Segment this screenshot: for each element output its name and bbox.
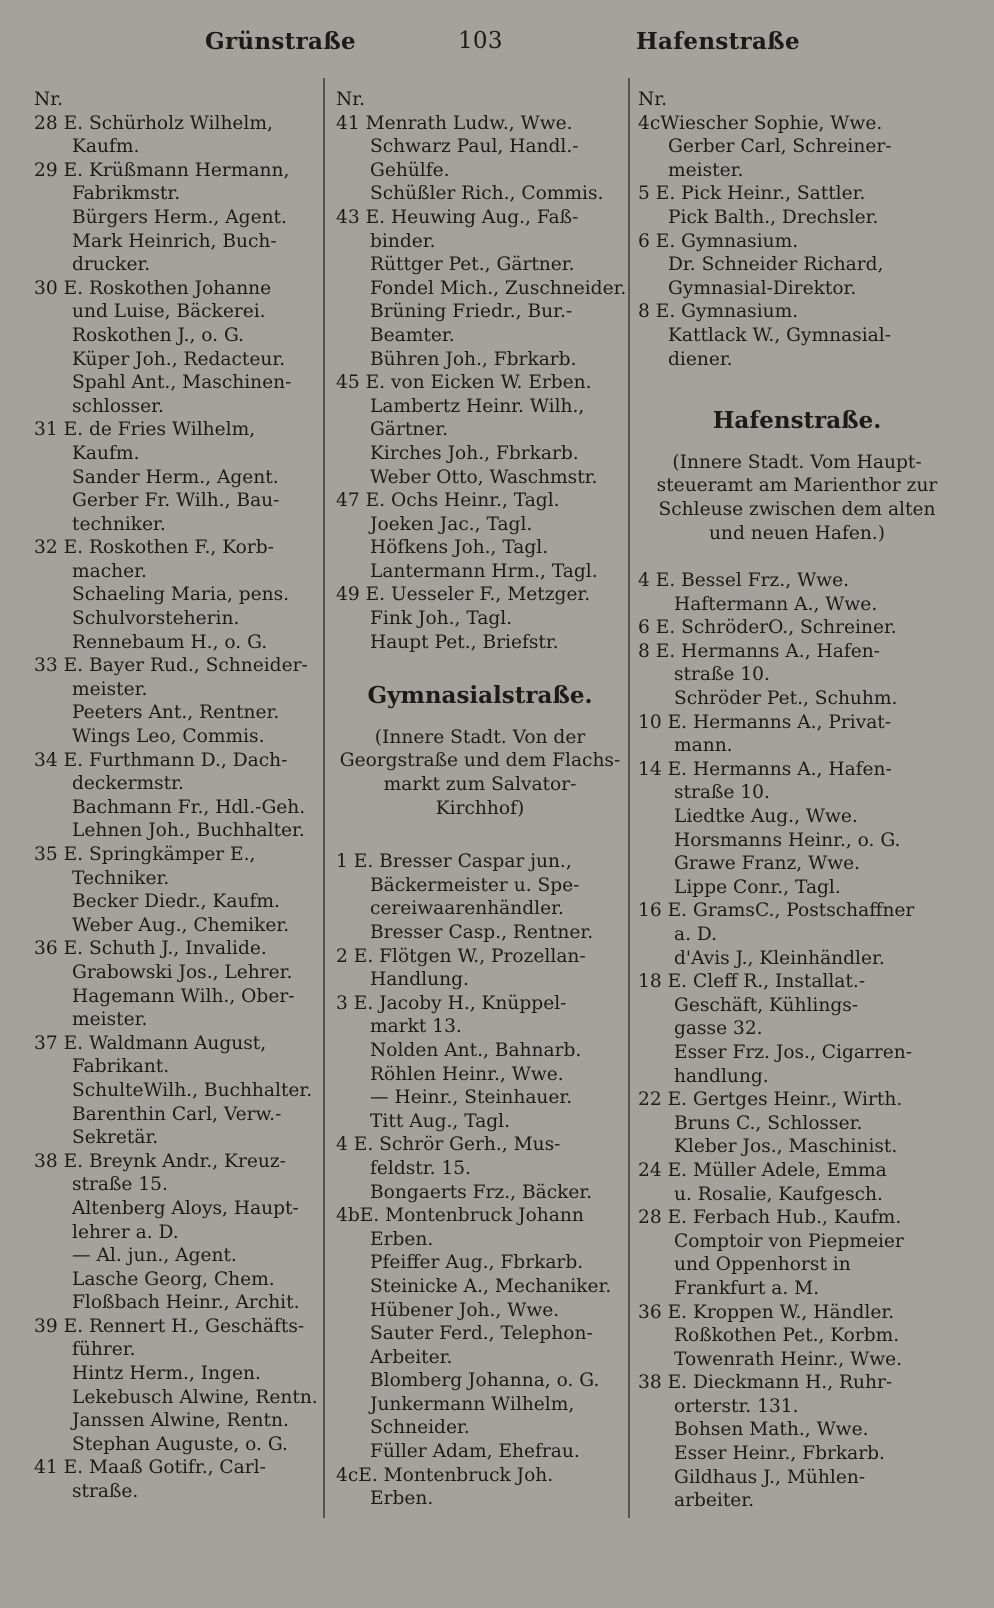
entry-line: Küper Joh., Redacteur. [72,348,286,370]
entry-line: Pfeiffer Aug., Fbrkarb. [370,1252,584,1274]
column-2-entries-top [336,88,627,654]
entry-line: Techniker. [72,867,170,889]
entry-line: Gildhaus J., Mühlen- [674,1466,866,1488]
entry-line: Fink Joh., Tagl. [370,608,513,630]
entry-line: Schröder Pet., Schuhm. [674,688,898,710]
entry-line: mann. [674,735,733,757]
entry-line: Kattlack W., Gymnasial- [668,324,891,346]
entry-line: 3 E. Jacoby H., Knüppel- [336,992,567,1014]
entry-line: Kirches Joh., Fbrkarb. [370,442,579,464]
entry-line: 8 E. Hermanns A., Hafen- [638,640,880,662]
entry-line: 49 E. Uesseler F., Metzger. [336,584,591,606]
entry-line: binder. [370,230,436,252]
section-description-hafenstrasse [638,451,956,545]
entry-line: Hagemann Wilh., Ober- [72,985,295,1007]
entry-line: führer. [72,1339,136,1361]
entry-line: 37 E. Waldmann August, [34,1032,267,1054]
entry-line: 2 E. Flötgen W., Prozellan- [336,945,586,967]
entry-line: Nr. [336,89,366,110]
entry-line: 5 E. Pick Heinr., Sattler. [638,183,866,205]
entry-line: Hintz Herm., Ingen. [72,1363,261,1385]
entry-line: 4bE. Montenbruck Johann [336,1205,584,1227]
entry-line: Handlung. [370,969,469,991]
entry-line: Roskothen J., o. G. [72,324,245,346]
entry-line: Fabrikmstr. [72,183,181,205]
entry-line: Lambertz Heinr. Wilh., [370,395,585,417]
entry-line: Lehnen Joh., Buchhalter. [72,820,305,842]
entry-line: 6 E. Gymnasium. [638,230,799,252]
entry-line: 47 E. Ochs Heinr., Tagl. [336,490,560,512]
entry-line: 18 E. Cleff R., Installat.- [638,971,866,993]
entry-line: Lantermann Hrm., Tagl. [370,560,598,582]
column-3-entries-top [638,88,956,371]
entry-line: Schneider. [370,1417,470,1439]
entry-line: Peeters Ant., Rentner. [72,702,280,724]
entry-line: Grawe Franz, Wwe. [674,853,861,875]
entry-line: Bresser Casp., Rentner. [370,922,594,943]
entry-line: Weber Aug., Chemiker. [72,914,290,936]
entry-line: Bruns C., Schlosser. [674,1112,863,1134]
entry-line: Frankfurt a. M. [674,1277,820,1299]
entry-line: Weber Otto, Waschmstr. [370,466,598,488]
entry-line: 4 E. Bessel Frz., Wwe. [638,570,850,592]
entry-line: — Al. jun., Agent. [72,1245,237,1267]
entry-line: 1 E. Bresser Caspar jun., [336,851,572,873]
entry-line: techniker. [72,513,166,535]
entry-line: SchulteWilh., Buchhalter. [72,1079,313,1101]
entry-line: Kaufm. [72,442,140,464]
entry-line: Fondel Mich., Zuschneider. [370,277,627,299]
entry-line: — Heinr., Steinhauer. [370,1087,573,1109]
entry-line: 41 E. Maaß Gotifr., Carl- [34,1457,266,1479]
entry-line: 24 E. Müller Adele, Emma [638,1159,887,1181]
entry-line: 29 E. Krüßmann Hermann, [34,159,290,181]
section-description-line: Georgstraße und dem Flachs- [339,750,621,772]
entry-line: Bohsen Math., Wwe. [674,1419,869,1441]
entry-line: Lekebusch Alwine, Rentn. [72,1386,318,1408]
entry-line: Comptoir von Piepmeier [674,1230,904,1252]
entry-line: straße 15. [72,1174,168,1196]
entry-line: 6 E. SchröderO., Schreiner. [638,617,897,639]
entry-line: lehrer a. D. [72,1221,179,1243]
entry-line: 8 E. Gymnasium. [638,301,799,323]
entry-line: 32 E. Roskothen F., Korb- [34,537,274,559]
entry-line: Sauter Ferd., Telephon- [370,1323,593,1345]
entry-line: Spahl Ant., Maschinen- [72,372,292,394]
entry-line: Kleber Jos., Maschinist. [674,1136,898,1158]
entry-line: meister. [668,159,744,181]
entry-line: Lasche Georg, Chem. [72,1268,275,1290]
entry-line: markt 13. [370,1016,462,1038]
section-description-line: (Innere Stadt. Vom Haupt- [672,451,922,473]
entry-line: Floßbach Heinr., Archit. [72,1292,300,1314]
entry-line: Schaeling Maria, pens. [72,584,290,606]
entry-line: 4cE. Montenbruck Joh. [336,1464,554,1486]
column-3-entries-bottom [638,569,956,1513]
entry-line: 16 E. GramsC., Postschaffner [638,900,915,922]
entry-line: 22 E. Gertges Heinr., Wirth. [638,1089,903,1111]
entry-line: Fabrikant. [72,1056,170,1078]
entry-line: Titt Aug., Tagl. [370,1110,511,1132]
entry-line: Höfkens Joh., Tagl. [370,537,549,559]
entry-line: Geschäft, Kühlings- [674,994,859,1016]
entry-line: Esser Frz. Jos., Cigarren- [674,1041,912,1063]
column-1 [34,88,319,1504]
entry-line: Lippe Conr., Tagl. [674,876,841,898]
entry-line: d'Avis J., Kleinhändler. [674,947,885,969]
entry-line: Towenrath Heinr., Wwe. [674,1348,903,1370]
entry-line: 36 E. Kroppen W., Händler. [638,1301,895,1323]
section-description-line: und neuen Hafen.) [709,522,885,544]
entry-line: drucker. [72,254,151,276]
entry-line: 30 E. Roskothen Johanne [34,277,272,299]
entry-line: Liedtke Aug., Wwe. [674,806,858,828]
entry-line: straße. [72,1481,139,1503]
entry-line: 31 E. de Fries Wilhelm, [34,419,256,441]
entry-line: schlosser. [72,395,164,417]
entry-line: 43 E. Heuwing Aug., Faß- [336,206,579,228]
entry-line: Sander Herm., Agent. [72,466,279,488]
entry-line: 4 E. Schrör Gerh., Mus- [336,1134,561,1156]
entry-line: Bürgers Herm., Agent. [72,206,287,228]
entry-line: diener. [668,348,733,370]
entry-line: 35 E. Springkämper E., [34,844,256,865]
entry-line: Arbeiter. [370,1346,453,1368]
entry-line: Esser Heinr., Fbrkarb. [674,1443,885,1465]
entry-line: Erben. [370,1488,434,1510]
entry-line: Janssen Alwine, Rentn. [72,1410,289,1432]
entry-line: straße 10. [674,664,770,686]
entry-line: u. Rosalie, Kaufgesch. [674,1183,883,1205]
entry-line: Sekretär. [72,1127,159,1149]
entry-line: Blomberg Johanna, o. G. [370,1370,600,1392]
entry-line: Bachmann Fr., Hdl.-Geh. [72,796,306,818]
column-2-entries-bottom [336,850,624,1511]
entry-line: Grabowski Jos., Lehrer. [72,961,293,983]
entry-line: Nr. [34,89,64,110]
entry-line: 28 E. Ferbach Hub., Kaufm. [638,1207,902,1229]
entry-line: meister. [72,678,148,700]
section-title-hafenstrasse: Hafenstraße. [712,407,882,435]
entry-line: Rüttger Pet., Gärtner. [370,254,575,276]
entry-line: 34 E. Furthmann D., Dach- [34,749,288,771]
entry-line: 33 E. Bayer Rud., Schneider- [34,655,308,677]
entry-line: Wings Leo, Commis. [72,726,265,748]
entry-line: Barenthin Carl, Verw.- [72,1103,282,1125]
entry-line: 10 E. Hermanns A., Privat- [638,711,892,733]
entry-line: handlung. [674,1065,769,1087]
entry-line: Bäckermeister u. Spe- [370,874,580,896]
section-description-line: (Innere Stadt. Von der [374,726,586,748]
entry-line: Schwarz Paul, Handl.- [370,136,579,158]
section-description-line: Kirchhof) [435,797,525,819]
entry-line: straße 10. [674,782,770,804]
entry-line: 14 E. Hermanns A., Hafen- [638,758,892,780]
section-description-line: steueramt am Marienthor zur [656,475,938,497]
page-number: 103 [458,28,503,54]
entry-line: Nolden Ant., Bahnarb. [370,1039,582,1061]
entry-line: Gerber Carl, Schreiner- [668,136,892,158]
entry-line: Junkermann Wilhelm, [370,1393,575,1415]
column-divider-right [628,78,630,1518]
entry-line: deckermstr. [72,773,184,795]
entry-line: gasse 32. [674,1018,763,1040]
entry-line: Schulvorsteherin. [72,608,240,630]
entry-line: Mark Heinrich, Buch- [72,230,277,252]
entry-line: Schüßler Rich., Commis. [370,183,604,205]
entry-line: arbeiter. [674,1490,755,1512]
entry-line: und Oppenhorst in [674,1254,851,1276]
header-right-street: Hafenstraße [636,28,800,55]
entry-line: und Luise, Bäckerei. [72,301,266,323]
entry-line: Dr. Schneider Richard, [668,254,884,276]
entry-line: Gymnasial-Direktor. [668,277,857,299]
entry-line: Füller Adam, Ehefrau. [370,1441,580,1463]
entry-line: 4cWiescher Sophie, Wwe. [638,112,883,134]
entry-line: meister. [72,1009,148,1031]
entry-line: feldstr. 15. [370,1157,471,1179]
entry-line: Haftermann A., Wwe. [674,593,878,615]
entry-line: Nr. [638,89,668,110]
entry-line: Röhlen Heinr., Wwe. [370,1063,564,1085]
entry-line: Horsmanns Heinr., o. G. [674,829,901,851]
entry-line: Pick Balth., Drechsler. [668,206,879,228]
entry-line: 36 E. Schuth J., Invalide. [34,938,267,960]
entry-line: cereiwaarenhändler. [370,898,564,920]
entry-line: 39 E. Rennert H., Geschäfts- [34,1315,305,1337]
entry-line: Bühren Joh., Fbrkarb. [370,348,577,370]
entry-line: 41 Menrath Ludw., Wwe. [336,112,573,134]
entry-line: 38 E. Dieckmann H., Ruhr- [638,1372,893,1394]
entry-line: Altenberg Aloys, Haupt- [72,1197,299,1219]
entry-line: 38 E. Breynk Andr., Kreuz- [34,1150,286,1172]
entry-line: Hübener Joh., Wwe. [370,1299,560,1321]
entry-line: Bongaerts Frz., Bäcker. [370,1181,593,1203]
entry-line: Stephan Auguste, o. G. [72,1433,288,1455]
column-divider-left [323,78,325,1518]
entry-line: macher. [72,560,147,582]
column-3 [638,88,956,1513]
section-title-gymnasialstrasse: Gymnasialstraße. [367,682,593,710]
header-left-street: Grünstraße [205,28,356,55]
entry-line: a. D. [674,924,718,945]
entry-line: Gerber Fr. Wilh., Bau- [72,490,280,512]
entry-line: Becker Diedr., Kaufm. [72,891,280,913]
entry-line: Steinicke A., Mechaniker. [370,1275,612,1297]
entry-line: Roßkothen Pet., Korbm. [674,1325,900,1347]
entry-line: Rennebaum H., o. G. [72,631,268,653]
entry-line: Haupt Pet., Briefstr. [370,631,559,653]
entry-line: Gärtner. [370,419,449,441]
entry-line: 28 E. Schürholz Wilhelm, [34,112,273,134]
entry-line: Kaufm. [72,136,140,158]
section-description-line: markt zum Salvator- [383,774,577,796]
section-description-gymnasialstrasse [336,726,624,820]
entry-line: Joeken Jac., Tagl. [370,513,533,535]
entry-line: Brüning Friedr., Bur.- [370,301,573,323]
entry-line: Beamter. [370,324,455,346]
entry-line: Erben. [370,1228,434,1250]
entry-line: orterstr. 131. [674,1395,799,1417]
column-2 [336,88,627,1511]
section-description-line: Schleuse zwischen dem alten [658,498,936,520]
entry-line: 45 E. von Eicken W. Erben. [336,372,592,394]
entry-line: Gehülfe. [370,159,450,181]
